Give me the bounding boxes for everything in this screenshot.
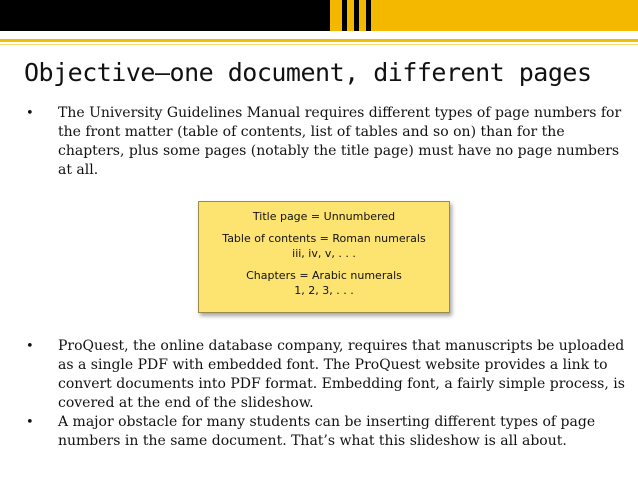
bullet-text: A major obstacle for many students can be inserting different types of page numbers in the same document. That’s what this slideshow is all about. bbox=[58, 414, 596, 449]
accent-stripe bbox=[354, 0, 359, 31]
callout-line: Table of contents = Roman numerals bbox=[222, 232, 426, 245]
page-number-summary-box bbox=[198, 201, 450, 313]
callout-line: 1, 2, 3, . . . bbox=[294, 284, 354, 297]
header-rule bbox=[0, 39, 638, 42]
slide-title: Objective—one document, different pages bbox=[24, 58, 592, 87]
callout-spacer bbox=[199, 224, 449, 231]
bullet-text: The University Guidelines Manual requires different types of page numbers for the front matter (table of contents, list of tables and so on) than for the chapters, plus some pages (notably the title page) must have no page numbers at all. bbox=[58, 105, 622, 178]
callout-line: Title page = Unnumbered bbox=[252, 210, 396, 223]
header-accent bbox=[320, 0, 638, 31]
callout-line: iii, iv, v, . . . bbox=[292, 247, 356, 260]
accent-stripe bbox=[342, 0, 347, 31]
accent-stripe bbox=[366, 0, 371, 31]
bullet-list-bottom bbox=[26, 337, 626, 451]
bullet-icon: • bbox=[26, 415, 34, 430]
callout-spacer bbox=[199, 261, 449, 268]
callout-line: Chapters = Arabic numerals bbox=[246, 269, 402, 282]
bullet-icon: • bbox=[26, 106, 34, 121]
bullet-item bbox=[26, 337, 626, 413]
bullet-icon: • bbox=[26, 339, 34, 354]
header-rule-thin bbox=[0, 44, 638, 45]
bullet-list-top bbox=[26, 104, 626, 180]
bullet-item bbox=[26, 104, 626, 180]
callout-spacer bbox=[199, 202, 449, 209]
bullet-text: ProQuest, the online database company, requires that manuscripts be uploaded as a single PDF with embedded font. The ProQuest website provides a link to convert documents into PDF format. Embedding font, a fairly simple process, is covered at the end of the slideshow. bbox=[58, 338, 625, 411]
bullet-item bbox=[26, 413, 626, 451]
